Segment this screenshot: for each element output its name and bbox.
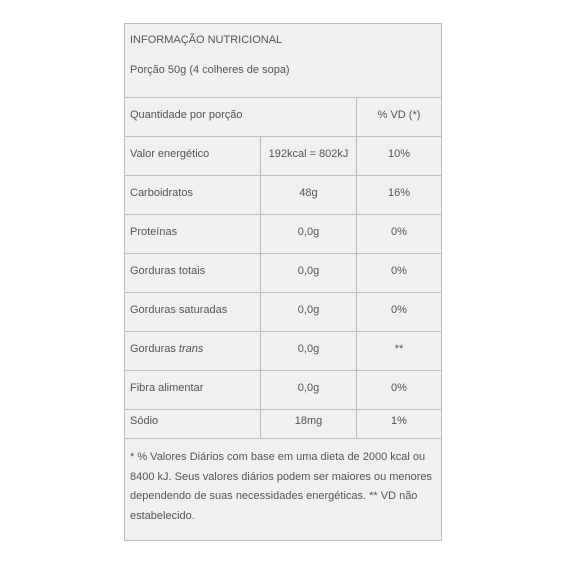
nutrient-label: Carboidratos [130, 187, 193, 199]
quantity-header-cell [125, 98, 357, 136]
column-header-row [125, 97, 441, 136]
nutrient-vd: 0% [391, 304, 407, 316]
nutrition-header [125, 24, 441, 97]
nutrient-label-italic: trans [178, 343, 204, 355]
nutrient-label: Fibra alimentar [130, 382, 204, 394]
nutrient-vd: 0% [391, 382, 407, 394]
vd-header-cell [357, 98, 441, 136]
nutrient-vd: ** [394, 343, 404, 355]
nutrient-amount: 0,0g [297, 382, 320, 394]
nutrient-amount: 0,0g [297, 343, 320, 355]
nutrient-amount: 48g [299, 187, 318, 199]
nutrient-vd: 16% [387, 187, 411, 199]
quantity-header: Quantidade por porção [130, 109, 243, 121]
nutrient-amount: 18mg [294, 415, 323, 427]
table-row [125, 331, 441, 370]
nutrient-vd: 0% [391, 226, 407, 238]
nutrient-label: Proteínas [130, 226, 178, 238]
nutrition-title: INFORMAÇÃO NUTRICIONAL [130, 34, 283, 46]
nutrient-label: Gorduras saturadas [130, 304, 228, 316]
table-row [125, 214, 441, 253]
daily-values-footnote: * % Valores Diários com base em uma dieta de 2000 kcal ou 8400 kJ. Seus valores diários podem ser maiores ou menores dependendo de suas necessidades energéticas. ** VD não estabelecido. [130, 451, 433, 522]
footnote-section [125, 438, 441, 540]
nutrition-facts-panel [124, 23, 442, 541]
table-row [125, 409, 441, 438]
nutrient-vd: 1% [391, 415, 407, 427]
nutrient-label [130, 343, 203, 355]
nutrient-amount: 0,0g [297, 304, 320, 316]
nutrient-vd: 10% [387, 148, 411, 160]
table-row [125, 370, 441, 409]
portion-size: Porção 50g (4 colheres de sopa) [130, 64, 290, 76]
nutrient-vd: 0% [391, 265, 407, 277]
table-row [125, 175, 441, 214]
nutrient-amount: 0,0g [297, 226, 320, 238]
vd-header: % VD (*) [377, 109, 421, 121]
nutrient-amount: 192kcal = 802kJ [268, 148, 349, 160]
nutrient-label: Valor energético [130, 148, 210, 160]
nutrient-amount: 0,0g [297, 265, 320, 277]
nutrient-label: Sódio [130, 415, 159, 427]
nutrient-label-text: Gorduras [130, 343, 179, 355]
table-row [125, 136, 441, 175]
table-row [125, 253, 441, 292]
table-row [125, 292, 441, 331]
nutrient-label: Gorduras totais [130, 265, 206, 277]
